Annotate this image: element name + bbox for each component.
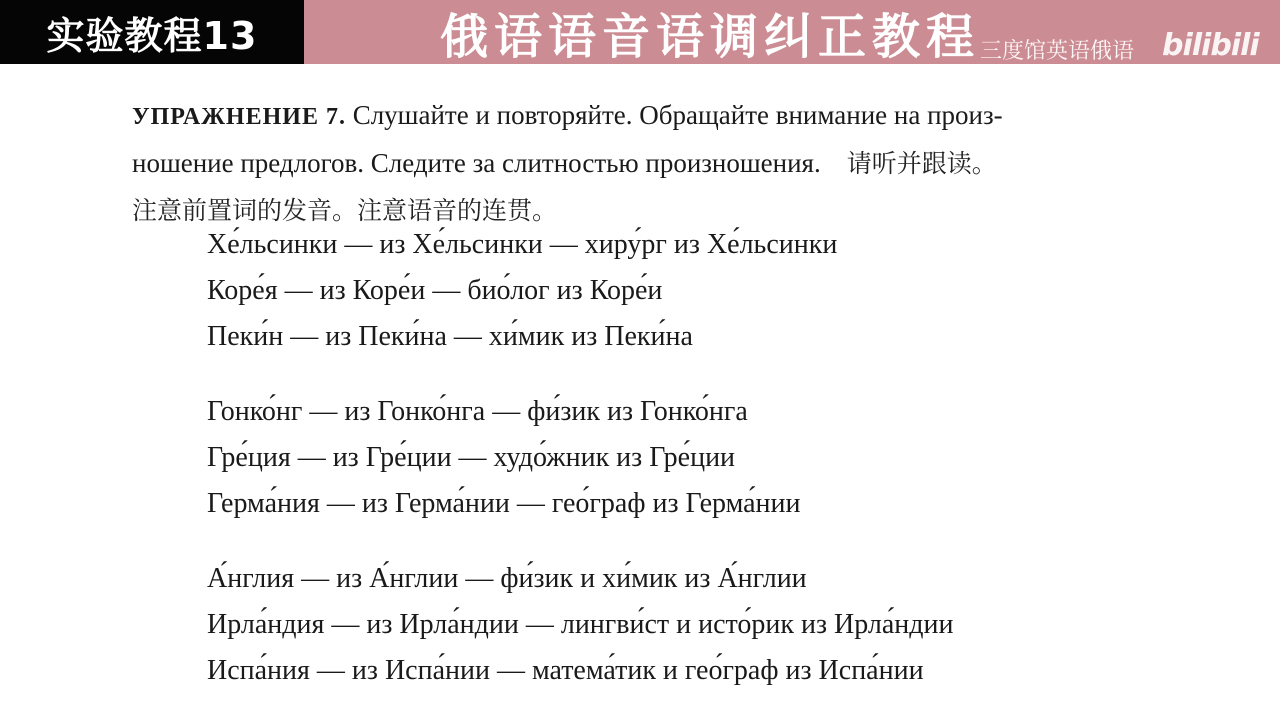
lesson-badge xyxy=(0,0,304,64)
phrase-line: Гре́ция — из Гре́ции — худо́жник из Гре́ции xyxy=(207,442,736,473)
chinese-instruction-line: 注意前置词的发音。注意语音的连贯。 xyxy=(132,196,558,225)
chinese-instruction-inline: 请听并跟读。 xyxy=(846,149,997,178)
phrase-line: Гонко́нг — из Гонко́нга — фи́зик из Гонко́нга xyxy=(207,396,748,427)
phrase-line: Ирла́ндия — из Ирла́ндии — лингви́ст и исто́рик из Ирла́ндии xyxy=(207,609,954,640)
lesson-badge-text: 实验教程13 xyxy=(46,13,258,58)
phrase-group-2 xyxy=(207,389,800,527)
title-banner xyxy=(0,0,1280,64)
instruction-line-2 xyxy=(132,140,1152,187)
instruction-text-2: ношение предлогов. Следите за слитностью произношения. xyxy=(132,148,821,178)
phrase-line: А́нглия — из А́нглии — фи́зик и хи́мик из А́нглии xyxy=(207,563,807,594)
channel-watermark: 三度馆英语俄语 xyxy=(980,39,1135,64)
phrase-line: Пеки́н — из Пеки́на — хи́мик из Пеки́на xyxy=(207,321,693,352)
instruction-line-1 xyxy=(132,92,1152,140)
slide-content xyxy=(0,64,1280,720)
phrase-line: Испа́ния — из Испа́нии — матема́тик и гео́граф из Испа́нии xyxy=(207,655,924,686)
phrase-group-1 xyxy=(207,222,837,360)
phrase-line: Герма́ния — из Герма́нии — гео́граф из Герма́нии xyxy=(207,488,801,519)
platform-logo: bilibili xyxy=(1162,27,1259,63)
instruction-text-1: Слушайте и повторяйте. Обращайте внимание на произ- xyxy=(352,100,1003,130)
phrase-group-3 xyxy=(207,556,953,694)
phrase-line: Коре́я — из Коре́и — био́лог из Коре́и xyxy=(207,275,663,306)
exercise-label: УПРАЖНЕНИЕ 7. xyxy=(132,104,346,130)
page-title: 俄语语音语调纠正教程 xyxy=(440,8,981,65)
exercise-instructions xyxy=(132,92,1152,234)
phrase-line: Хе́льсинки — из Хе́льсинки — хиру́рг из Хе́льсинки xyxy=(207,229,838,260)
